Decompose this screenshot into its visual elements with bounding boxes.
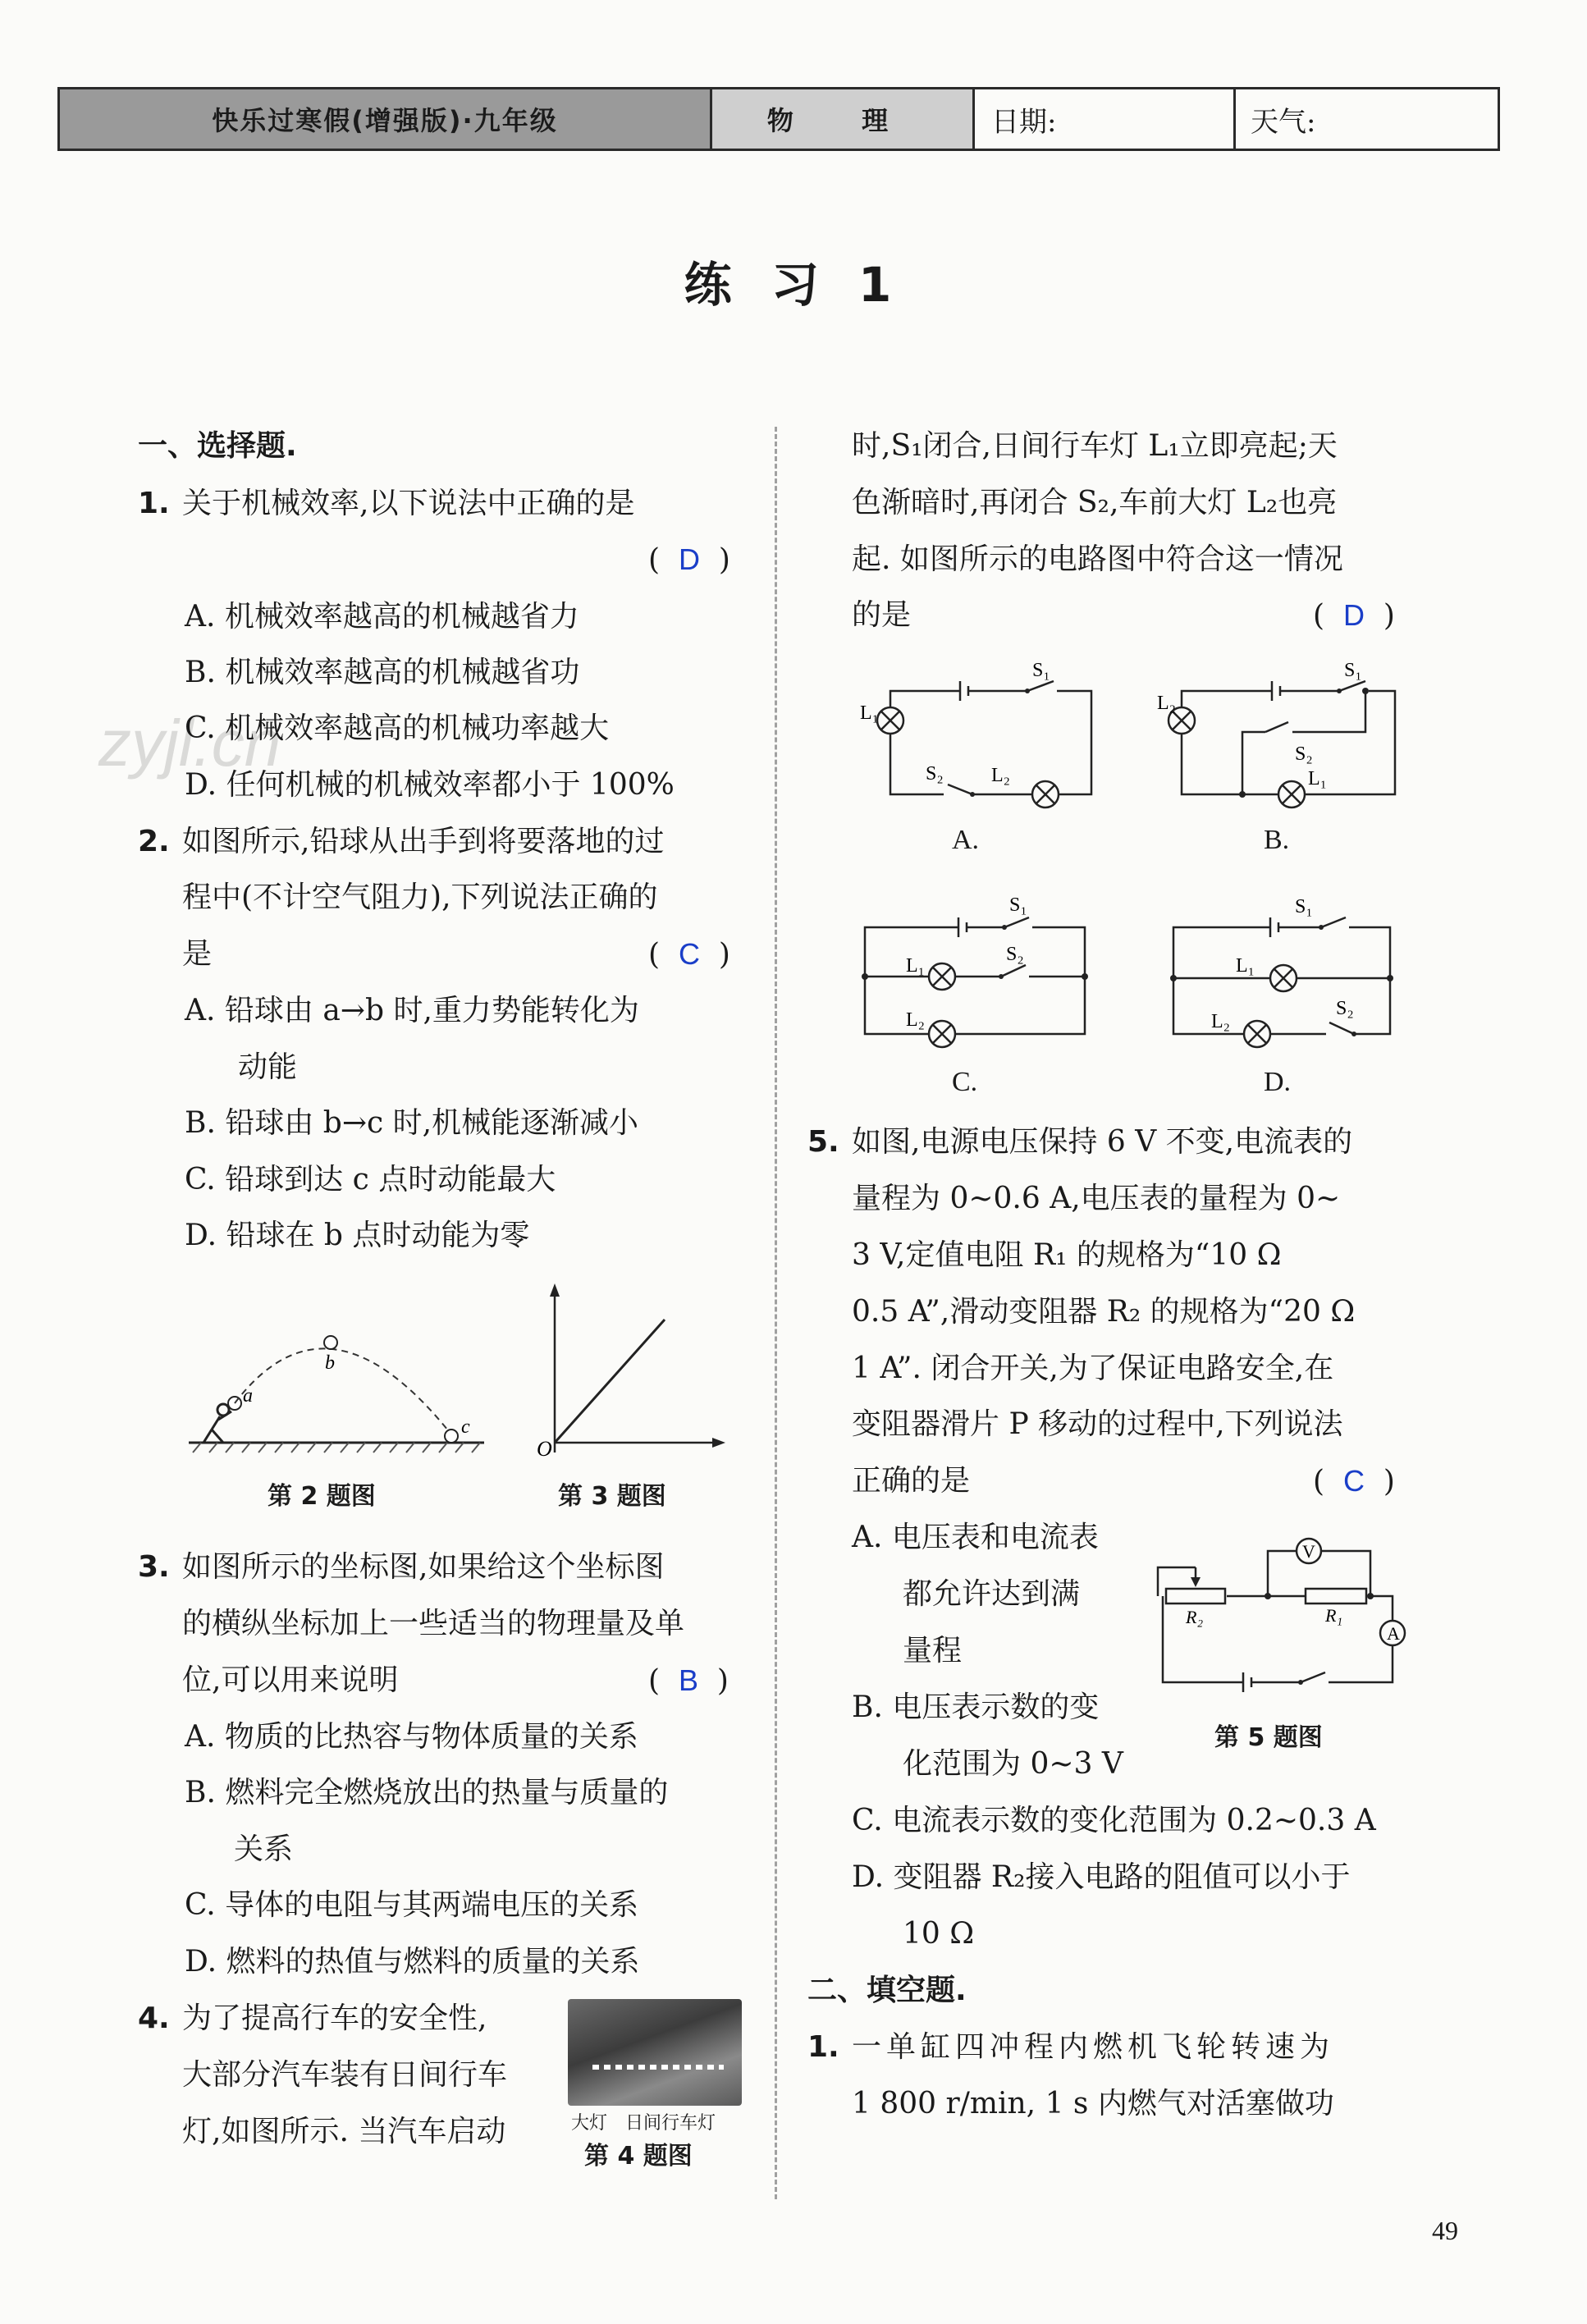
wire [1292, 691, 1365, 732]
q2-answer-blank: ( C ) [648, 937, 730, 972]
q5-number: 5. [807, 1125, 839, 1159]
trajectory-path [235, 1348, 451, 1434]
r1-label: R₁ [1325, 1605, 1343, 1626]
label-s1: S₁ [1009, 894, 1027, 916]
ground-hatch [193, 1443, 480, 1452]
q3-answer: B [678, 1663, 698, 1697]
q5-option: B. 电压表示数的变 [852, 1690, 1100, 1724]
q2-option: A. 铅球由 a→b 时,重力势能转化为 [185, 994, 639, 1027]
q2-option: C. 铅球到达 c 点时动能最大 [185, 1163, 556, 1196]
page-title: 练 习 1 [684, 257, 903, 313]
q5-stem-line: 正确的是 [852, 1464, 971, 1498]
label-s2: S₂ [1336, 998, 1354, 1019]
q4-number: 4. [138, 2001, 170, 2035]
q4-cont-line: 色渐暗时,再闭合 S₂,车前大灯 L₂也亮 [852, 486, 1338, 519]
fig2-trajectory [181, 1313, 492, 1461]
ball-b [324, 1336, 337, 1349]
q2-option-cont: 动能 [238, 1050, 298, 1084]
q2-stem-line: 程中(不计空气阻力),下列说法正确的 [182, 881, 658, 914]
section-choice: 一、选择题. [138, 429, 297, 463]
photo-label-headlight: 大灯 [571, 2113, 608, 2134]
q5-answer-blank: ( C ) [1313, 1464, 1395, 1498]
fig5-caption: 第 5 题图 [1214, 1723, 1323, 1752]
q1-option: C. 机械效率越高的机械功率越大 [185, 711, 610, 745]
q5-stem-line: 1 A”. 闭合开关,为了保证电路安全,在 [852, 1352, 1334, 1385]
column-divider [775, 427, 777, 2199]
q5-stem-line: 如图,电源电压保持 6 V 不变,电流表的 [852, 1125, 1353, 1159]
wire [1163, 1621, 1243, 1682]
q3-stem-line: 的横纵坐标加上一些适当的物理量及单 [182, 1607, 685, 1640]
switch [1301, 1672, 1325, 1682]
wire [1057, 691, 1091, 794]
q3-option-cont: 关系 [234, 1832, 294, 1866]
q4-stem-line: 灯,如图所示. 当汽车启动 [182, 2115, 506, 2148]
page-header [57, 87, 1500, 151]
wire [1349, 927, 1390, 1034]
q1-option: B. 机械效率越高的机械越省功 [185, 656, 580, 689]
q2-option: B. 铅球由 b→c 时,机械能逐渐减小 [185, 1106, 639, 1140]
q2-number: 2. [138, 825, 170, 858]
voltmeter-label: V [1302, 1541, 1315, 1562]
q4-answer: D [1342, 598, 1365, 632]
q5-option: A. 电压表和电流表 [852, 1521, 1099, 1554]
q1-stem: 关于机械效率,以下说法中正确的是 [182, 487, 635, 520]
q1-answer: D [678, 542, 700, 576]
q2-option: D. 铅球在 b 点时动能为零 [185, 1219, 530, 1252]
q3-stem-line: 如图所示的坐标图,如果给这个坐标图 [182, 1550, 665, 1584]
label-l2: L₂ [1157, 693, 1177, 714]
date-field[interactable]: 日期: [975, 89, 1236, 149]
q4-cont-line: 的是 [852, 598, 912, 632]
switch-s1 [1339, 681, 1365, 691]
resistor-r1 [1306, 1589, 1366, 1603]
f1-line: 一单缸四冲程内燃机飞轮转速为 [852, 2030, 1335, 2064]
wire [1173, 927, 1270, 978]
q5-stem-line: 量程为 0~0.6 A,电压表的量程为 0~ [852, 1182, 1341, 1215]
q5-stem-line: 变阻器滑片 P 移动的过程中,下列说法 [852, 1407, 1343, 1441]
origin-label: O [537, 1437, 552, 1461]
circuit-d-label: D. [1264, 1067, 1292, 1097]
wire [1329, 1645, 1393, 1682]
fig3-graph [533, 1280, 730, 1461]
label-l1: L₁ [906, 955, 926, 977]
q3-option: C. 导体的电阻与其两端电压的关系 [185, 1888, 639, 1922]
q5-option-cont: 化范围为 0~3 V [903, 1747, 1123, 1781]
q4-cont-line: 起. 如图所示的电路图中符合这一情况 [852, 542, 1343, 576]
f1-line: 1 800 r/min, 1 s 内燃气对活塞做功 [852, 2087, 1334, 2120]
switch-s1 [1321, 917, 1346, 927]
q5-option: D. 变阻器 R₂接入电路的阻值可以小于 [852, 1860, 1351, 1894]
proportional-line [555, 1320, 665, 1443]
rheostat-r2 [1166, 1589, 1225, 1603]
q3-answer-blank: ( B ) [648, 1663, 729, 1698]
label-l1: L₁ [860, 702, 880, 724]
q3-option: A. 物质的比热容与物体质量的关系 [185, 1720, 638, 1754]
q5-option-cont: 都允许达到满 [903, 1577, 1081, 1611]
switch-s2 [948, 785, 972, 794]
athlete-figure [204, 1404, 231, 1443]
wire [1182, 691, 1272, 707]
switch-s2 [1329, 1022, 1354, 1034]
weather-field[interactable]: 天气: [1251, 105, 1316, 139]
ammeter-label: A [1387, 1623, 1400, 1644]
car-photo [568, 1999, 742, 2106]
q1-number: 1. [138, 487, 170, 520]
wire [1268, 1551, 1297, 1596]
q5-stem-line: 0.5 A”,滑动变阻器 R₂ 的规格为“20 Ω [852, 1295, 1356, 1329]
label-s1: S₁ [1344, 660, 1362, 681]
circuit-b-label: B. [1264, 825, 1290, 855]
q5-answer: C [1342, 1464, 1365, 1498]
label-s2: S₂ [1006, 944, 1024, 965]
section-fill: 二、填空题. [807, 1974, 967, 2007]
watermark: zyjl.cn [98, 707, 281, 780]
label-c: c [461, 1416, 470, 1438]
y-axis-arrow [550, 1283, 560, 1297]
photo-label-drl: 日间行车灯 [625, 2113, 716, 2134]
label-l1: L₁ [1308, 768, 1328, 789]
label-l2: L₂ [1211, 1011, 1231, 1032]
label-s2: S₂ [926, 763, 944, 785]
ball-c [445, 1430, 458, 1443]
label-l2: L₂ [906, 1009, 926, 1031]
q2-stem-line: 如图所示,铅球从出手到将要落地的过 [182, 825, 665, 858]
q1-option: D. 任何机械的机械效率都小于 100% [185, 768, 675, 802]
q5-option-cont: 10 Ω [903, 1917, 975, 1951]
q3-number: 3. [138, 1550, 170, 1584]
fig3-caption: 第 3 题图 [558, 1482, 666, 1511]
book-title: 快乐过寒假(增强版)·九年级 [60, 89, 712, 149]
label-a: a [243, 1385, 253, 1407]
circuit-c-label: C. [952, 1067, 978, 1097]
fig4-caption: 第 4 题图 [584, 2142, 693, 2171]
x-axis-arrow [712, 1438, 725, 1448]
switch-s1 [1027, 681, 1054, 691]
label-l1: L₁ [1236, 955, 1255, 977]
label-s1: S₁ [1295, 896, 1313, 917]
q1-answer-blank: ( D ) [648, 542, 730, 577]
label-s2: S₂ [1295, 743, 1313, 765]
q3-option: B. 燃料完全燃烧放出的热量与质量的 [185, 1776, 669, 1809]
fig5-circuit [1153, 1518, 1415, 1699]
wire [1182, 734, 1242, 794]
q4-answer-blank: ( D ) [1313, 598, 1395, 633]
label-b: b [325, 1352, 335, 1374]
switch-s1 [1004, 917, 1029, 927]
q5-option-cont: 量程 [903, 1634, 963, 1668]
label-s1: S₁ [1032, 660, 1050, 681]
circuit-c [853, 886, 1108, 1059]
wire [890, 691, 960, 707]
q2-answer: C [678, 937, 700, 971]
page-number: 49 [1432, 2216, 1458, 2245]
switch-s2 [1265, 722, 1288, 732]
q4-stem-line: 为了提高行车的安全性, [182, 2001, 487, 2035]
label-l2: L₂ [991, 765, 1011, 786]
circuit-a [853, 656, 1108, 812]
wire [1173, 978, 1244, 1034]
q4-stem-line: 大部分汽车装有日间行车 [182, 2058, 508, 2092]
switch-s2 [1001, 965, 1026, 977]
q5-stem-line: 3 V,定值电阻 R₁ 的规格为“10 Ω [852, 1238, 1282, 1272]
wire [1373, 1596, 1393, 1621]
wire [1242, 732, 1278, 794]
f1-number: 1. [807, 2030, 839, 2064]
subject-label: 物 理 [712, 89, 975, 149]
circuit-a-label: A. [952, 825, 980, 855]
q2-stem-line: 是 [182, 937, 213, 971]
fig2-caption: 第 2 题图 [268, 1482, 376, 1511]
slider-wire [1158, 1567, 1196, 1596]
q4-cont-line: 时,S₁闭合,日间行车灯 L₁立即亮起;天 [852, 429, 1338, 463]
circuit-b [1157, 656, 1411, 812]
circuit-d [1157, 886, 1411, 1059]
q3-stem-line: 位,可以用来说明 [182, 1663, 399, 1697]
r2-label: R₂ [1186, 1607, 1204, 1627]
q5-option: C. 电流表示数的变化范围为 0.2~0.3 A [852, 1804, 1376, 1837]
q3-option: D. 燃料的热值与燃料的质量的关系 [185, 1945, 640, 1979]
q1-option: A. 机械效率越高的机械越省力 [185, 600, 579, 634]
